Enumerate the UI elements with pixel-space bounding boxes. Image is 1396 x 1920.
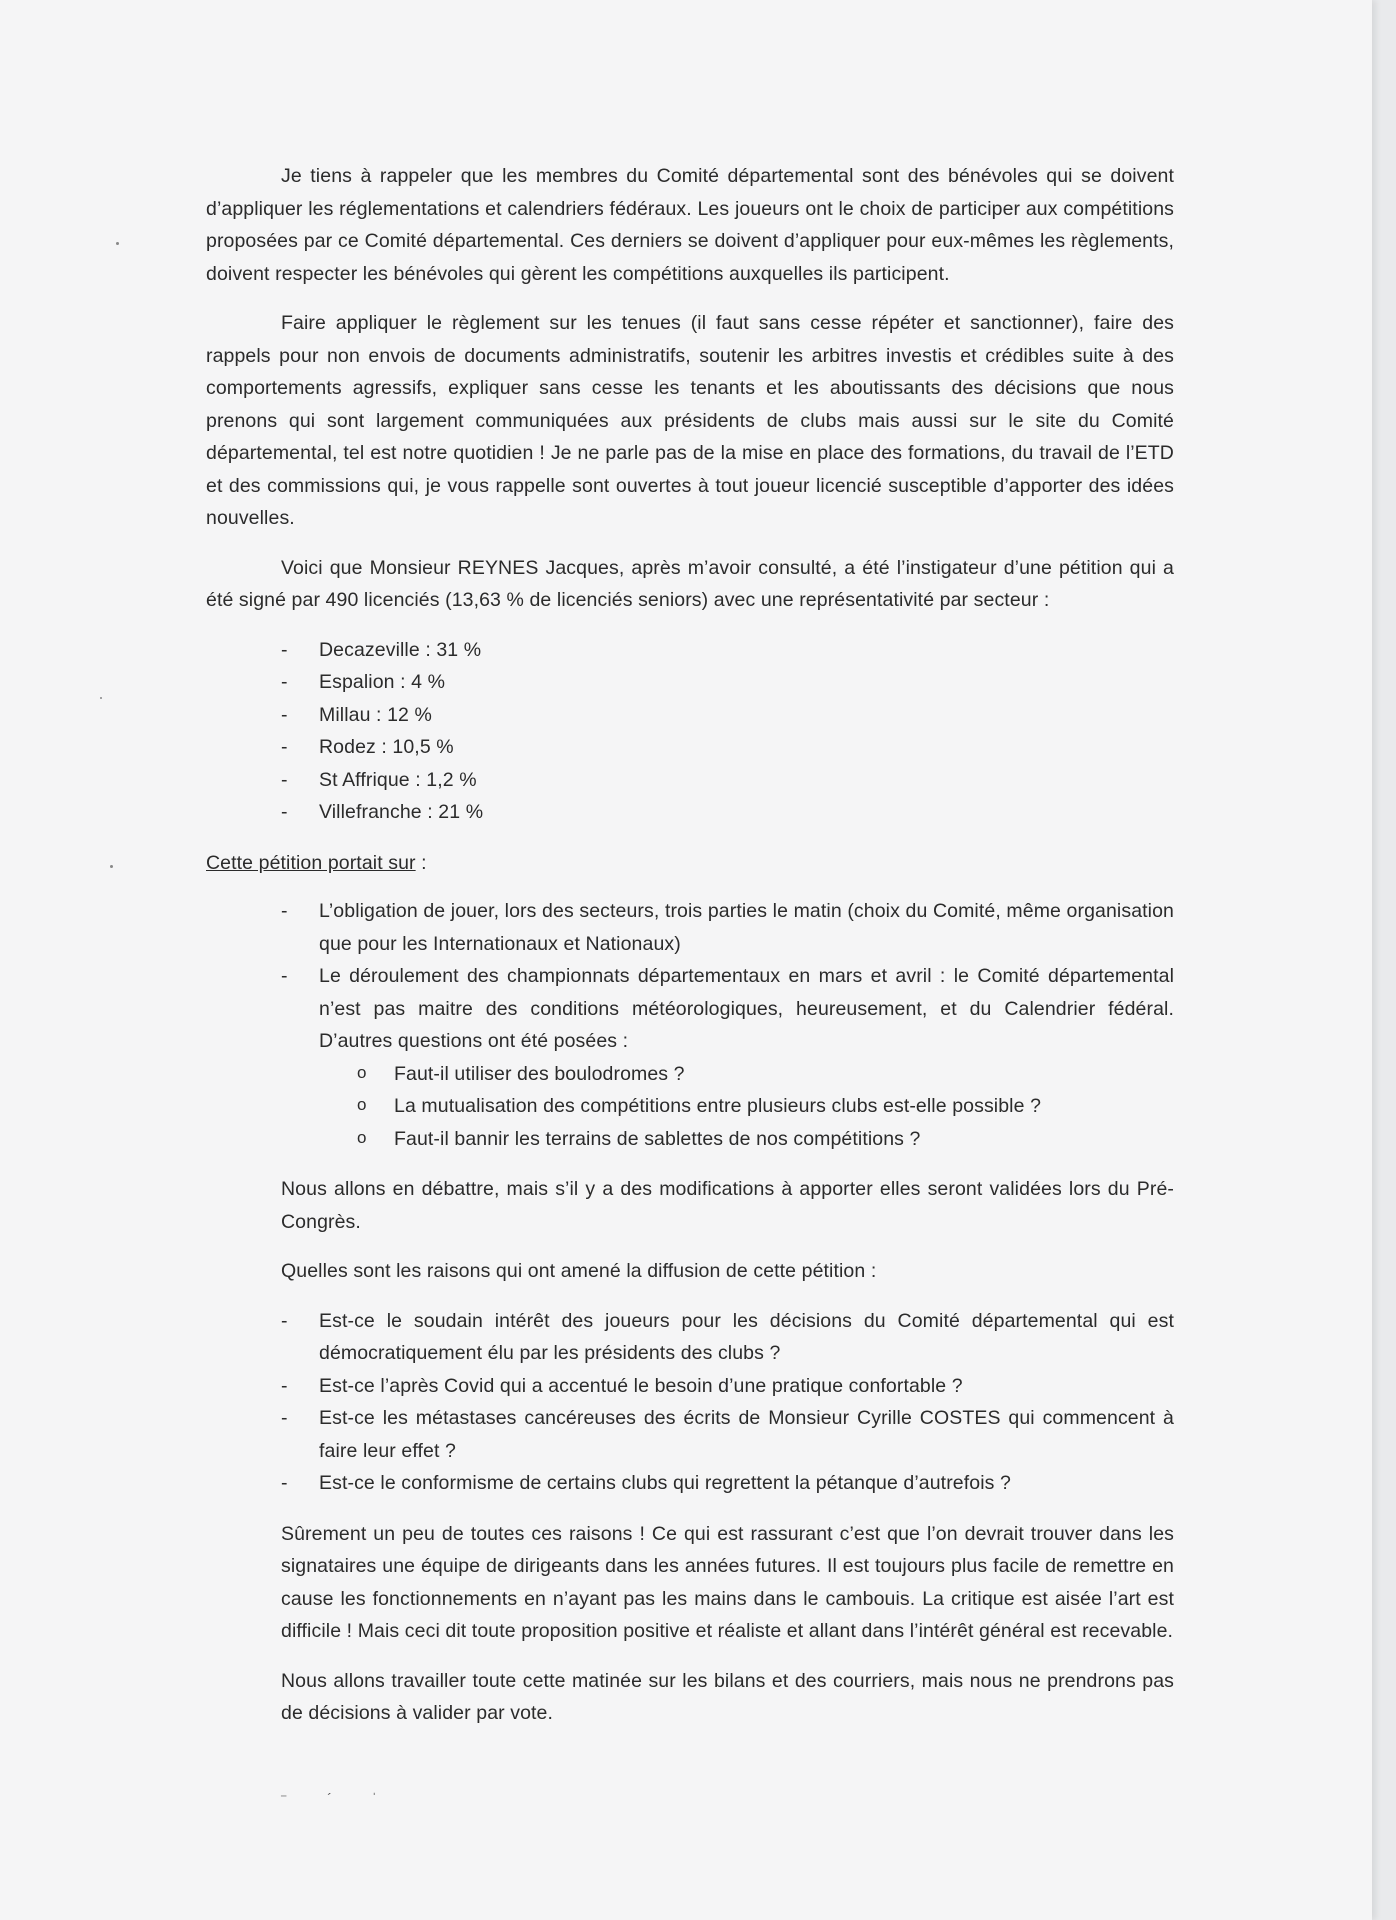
sector-item: - Espalion : 4 % — [206, 666, 1174, 699]
scan-speck — [116, 242, 119, 245]
sector-item: - Decazeville : 31 % — [206, 634, 1174, 667]
petition-item: - L’obligation de jouer, lors des secteurs, trois parties le matin (choix du Comité, même organisation que pour les Internationaux et Nationaux) — [206, 895, 1174, 960]
subquestion-item: o Faut-il utiliser des boulodromes ? — [319, 1058, 1174, 1091]
paragraph-benevoles: Je tiens à rappeler que les membres du Comité départemental sont des bénévoles qui se doivent d’appliquer les réglementations et calendriers fédéraux. Les joueurs ont le choix de participer aux compétitions proposées par ce Comité départemental. Ces derniers se doivent d’appliquer pour eux-mêmes les règlements, doivent respecter les bénévoles qui gèrent les compétitions auxquelles ils participent. — [206, 165, 1174, 285]
reason-item: - Est-ce le conformisme de certains clubs qui regrettent la pétanque d’autrefois ? — [206, 1467, 1174, 1500]
reason-item: - Est-ce le soudain intérêt des joueurs pour les décisions du Comité départemental qui est démocratiquement élu par les présidents des clubs ? — [206, 1305, 1174, 1370]
paragraph-closing: Nous allons travailler toute cette matinée sur les bilans et des courriers, mais nous ne prendrons pas de décisions à valider par vote. — [281, 1669, 1174, 1724]
paragraph-reasons-intro: Quelles sont les raisons qui ont amené la diffusion de cette pétition : — [281, 1260, 877, 1282]
paragraph-quotidien: Faire appliquer le règlement sur les tenues (il faut sans cesse répéter et sanctionner), faire des rappels pour non envois de documents administratifs, soutenir les arbitres investis et crédibles suite à des comportements agressifs, expliquer sans cesse les tenants et les aboutissants des décisions que nous prenons qui sont largement communiquées aux présidents de clubs mais aussi sur le site du Comité départemental, tel est notre quotidien ! Je ne parle pas de la mise en place des formations, du travail de l’ETD et des commissions qui, je vous rappelle sont ouvertes à tout joueur licencié susceptible d’apporter des idées nouvelles. — [206, 312, 1174, 529]
reason-item: - Est-ce l’après Covid qui a accentué le besoin d’une pratique confortable ? — [206, 1370, 1174, 1403]
reasons-list — [206, 1305, 1174, 1500]
sector-list — [206, 634, 1174, 829]
petition-item-text: Le déroulement des championnats départementaux en mars et avril : le Comité départemental n’est pas maitre des conditions météorologiques, heureusement, et du Calendrier fédéral. D’autres questions ont été posées : — [319, 965, 1174, 1052]
cutoff-text-line: ⁻ ´ ˈ — [280, 1790, 395, 1806]
petition-heading-text: Cette pétition portait sur — [206, 851, 416, 874]
petition-item — [206, 960, 1174, 1155]
paragraph-debate: Nous allons en débattre, mais s’il y a des modifications à apporter elles seront validées lors du Pré-Congrès. — [281, 1178, 1174, 1233]
petition-list — [206, 895, 1174, 1155]
subquestion-list — [319, 1058, 1174, 1156]
scan-speck — [110, 865, 113, 868]
subquestion-item: o Faut-il bannir les terrains de sablettes de nos compétitions ? — [319, 1123, 1174, 1156]
paragraph-conclusion: Sûrement un peu de toutes ces raisons ! Ce qui est rassurant c’est que l’on devrait trouver dans les signataires une équipe de dirigeants dans les années futures. Il est toujours plus facile de remettre en cause les fonctionnements en n’ayant pas les mains dans le cambouis. La critique est aisée l’art est difficile ! Mais ceci dit toute proposition positive et réaliste et allant dans l’intérêt général est recevable. — [281, 1522, 1174, 1642]
petition-heading — [206, 847, 1174, 880]
petition-heading-suffix: : — [415, 851, 427, 874]
sector-item: - Millau : 12 % — [206, 699, 1174, 732]
sector-item: - Rodez : 10,5 % — [206, 731, 1174, 764]
sector-item: - Villefranche : 21 % — [206, 796, 1174, 829]
subquestion-item: o La mutualisation des compétitions entre plusieurs clubs est-elle possible ? — [319, 1090, 1174, 1123]
reason-item: - Est-ce les métastases cancéreuses des écrits de Monsieur Cyrille COSTES qui commencent à faire leur effet ? — [206, 1402, 1174, 1467]
scan-speck — [100, 697, 102, 699]
paragraph-petition-intro: Voici que Monsieur REYNES Jacques, après m’avoir consulté, a été l’instigateur d’une pétition qui a été signé par 490 licenciés (13,63 % de licenciés seniors) avec une représentativité par secteur : — [206, 556, 1174, 611]
document-body — [206, 160, 1174, 1747]
sector-item: - St Affrique : 1,2 % — [206, 764, 1174, 797]
